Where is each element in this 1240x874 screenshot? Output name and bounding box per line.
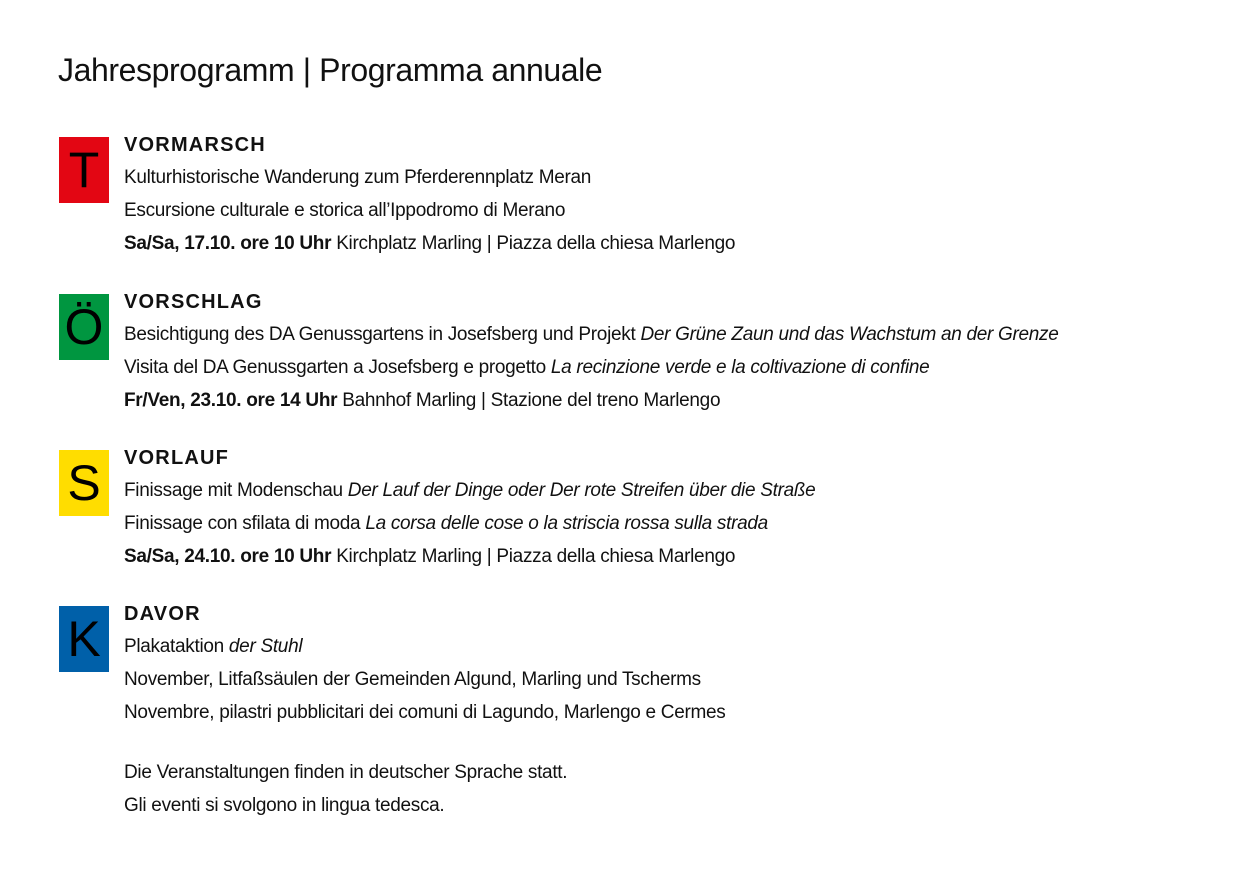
event-details	[124, 290, 1059, 417]
event-datetime: Sa/Sa, 17.10. ore 10 Uhr	[124, 233, 332, 254]
letter-badge-t: T	[59, 137, 109, 203]
description-it-text: Finissage con sfilata di moda	[124, 513, 361, 534]
description-de-text: Finissage mit Modenschau	[124, 480, 343, 501]
description-de	[124, 318, 1059, 351]
show-title-it: La corsa delle cose o la striscia rossa sulla strada	[365, 513, 768, 534]
description-de-text: Kulturhistorische Wanderung zum Pferderennplatz Meran	[124, 167, 592, 188]
event-location: Kirchplatz Marling | Piazza della chiesa Marlengo	[336, 546, 736, 567]
description-it	[124, 194, 735, 227]
event-details	[124, 602, 726, 729]
location-it: Novembre, pilastri pubblicitari dei comuni di Lagundo, Marlengo e Cermes	[124, 702, 726, 723]
description-de	[124, 161, 735, 194]
event-details	[124, 133, 735, 260]
event-datetime-location	[124, 384, 1059, 417]
poster-action	[124, 630, 726, 663]
description-de	[124, 474, 815, 507]
location-de: November, Litfaßsäulen der Gemeinden Algund, Marling und Tscherms	[124, 669, 701, 690]
language-note-it: Gli eventi si svolgono in lingua tedesca.	[124, 795, 445, 816]
event-title: VORMARSCH	[124, 134, 266, 156]
language-note-de: Die Veranstaltungen finden in deutscher Sprache statt.	[124, 762, 568, 783]
project-title-de: Der Grüne Zaun und das Wachstum an der Grenze	[640, 324, 1059, 345]
event-location: Kirchplatz Marling | Piazza della chiesa Marlengo	[336, 233, 736, 254]
description-it	[124, 507, 815, 540]
event-title: VORLAUF	[124, 447, 230, 469]
description-it-text: Visita del DA Genussgarten a Josefsberg e progetto	[124, 357, 546, 378]
show-title-de: Der Lauf der Dinge oder Der rote Streifen über die Straße	[347, 480, 816, 501]
description-it	[124, 351, 1059, 384]
event-datetime: Fr/Ven, 23.10. ore 14 Uhr	[124, 390, 338, 411]
event-title: DAVOR	[124, 603, 201, 625]
letter-badge-k: K	[59, 606, 109, 672]
description-it-text: Escursione culturale e storica all’Ippodromo di Merano	[124, 200, 566, 221]
description-de-text: Besichtigung des DA Genussgartens in Josefsberg und Projekt	[124, 324, 636, 345]
event-datetime: Sa/Sa, 24.10. ore 10 Uhr	[124, 546, 332, 567]
event-details	[124, 446, 815, 573]
poster-action-text: Plakataktion	[124, 636, 224, 657]
letter-badge-s: S	[59, 450, 109, 516]
event-title: VORSCHLAG	[124, 291, 263, 313]
event-datetime-location	[124, 227, 735, 260]
letter-badge-oe: Ö	[59, 294, 109, 360]
page-title: Jahresprogramm | Programma annuale	[58, 52, 603, 88]
poster-action-title: der Stuhl	[228, 636, 303, 657]
event-datetime-location	[124, 540, 815, 573]
event-location: Bahnhof Marling | Stazione del treno Marlengo	[342, 390, 721, 411]
project-title-it: La recinzione verde e la coltivazione di confine	[550, 357, 930, 378]
language-note	[124, 756, 567, 822]
